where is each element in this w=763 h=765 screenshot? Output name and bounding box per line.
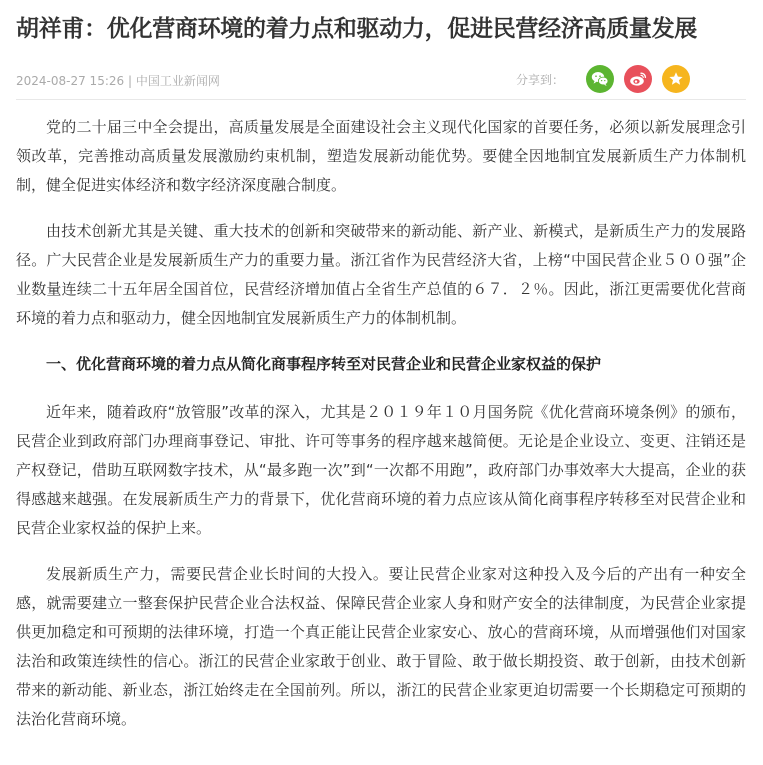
- meta-separator: |: [127, 74, 133, 88]
- wechat-icon: [591, 71, 609, 87]
- paragraph: 近年来，随着政府“放管服”改革的深入，尤其是２０１９年１０月国务院《优化营商环境条例》的颁布，民营企业到政府部门办理商事登记、审批、许可等事务的程序越来越简便。无论是企业设立、变更、注销还是产权登记，借助互联网数字技术，从“最多跑一次”到“一次都不用跑”，政府部门办事效率大大提高，企业的获得感越来越强。在发展新质生产力的背景下，优化营商环境的着力点应该从简化商事程序转移至对民营企业和民营企业家权益的保护上来。: [16, 403, 746, 537]
- section-heading: 一、优化营商环境的着力点从简化商事程序转至对民营企业和民营企业家权益的保护: [46, 355, 602, 373]
- favorite-button[interactable]: [662, 65, 690, 93]
- article-meta-row: [16, 65, 746, 100]
- star-icon: [668, 71, 684, 87]
- share-wechat-button[interactable]: [586, 65, 614, 93]
- article-body: [16, 113, 746, 734]
- paragraph: 发展新质生产力，需要民营企业长时间的大投入。要让民营企业家对这种投入及今后的产出有一种安全感，就需要建立一整套保护民营企业合法权益、保障民营企业家人身和财产安全的法律制度，为民营企业家提供更加稳定和可预期的法律环境，打造一个真正能让民营企业家安心、放心的营商环境，从而增强他们对国家法治和政策连续性的信心。浙江的民营企业家敢于创业、敢于冒险、敢于做长期投资、敢于创新，由技术创新带来的新动能、新业态，浙江始终走在全国前列。所以，浙江的民营企业家更迫切需要一个长期稳定可预期的法治化营商环境。: [16, 565, 746, 728]
- article-meta: [16, 73, 220, 89]
- article: [16, 0, 746, 751]
- paragraph: 由技术创新尤其是关键、重大技术的创新和突破带来的新动能、新产业、新模式，是新质生产力的发展路径。广大民营企业是发展新质生产力的重要力量。浙江省作为民营经济大省，上榜“中国民营企业５００强”企业数量连续二十五年居全国首位，民营经济增加值占全省生产总值的６７．２％。因此，浙江更需要优化营商环境的着力点和驱动力，健全因地制宜发展新质生产力的体制机制。: [16, 222, 746, 327]
- share-weibo-button[interactable]: [624, 65, 652, 93]
- share-bar: [516, 65, 690, 93]
- weibo-icon: [629, 71, 647, 87]
- article-title: 胡祥甫：优化营商环境的着力点和驱动力，促进民营经济高质量发展: [16, 16, 698, 42]
- article-source: 中国工业新闻网: [135, 74, 220, 88]
- paragraph: 党的二十届三中全会提出，高质量发展是全面建设社会主义现代化国家的首要任务，必须以新发展理念引领改革，完善推动高质量发展激励约束机制，塑造发展新动能优势。要健全因地制宜发展新质生产力体制机制，健全促进实体经济和数字经济深度融合制度。: [16, 118, 746, 194]
- share-label: 分享到：: [515, 72, 564, 87]
- publish-date: 2024-08-27 15:26: [16, 74, 125, 88]
